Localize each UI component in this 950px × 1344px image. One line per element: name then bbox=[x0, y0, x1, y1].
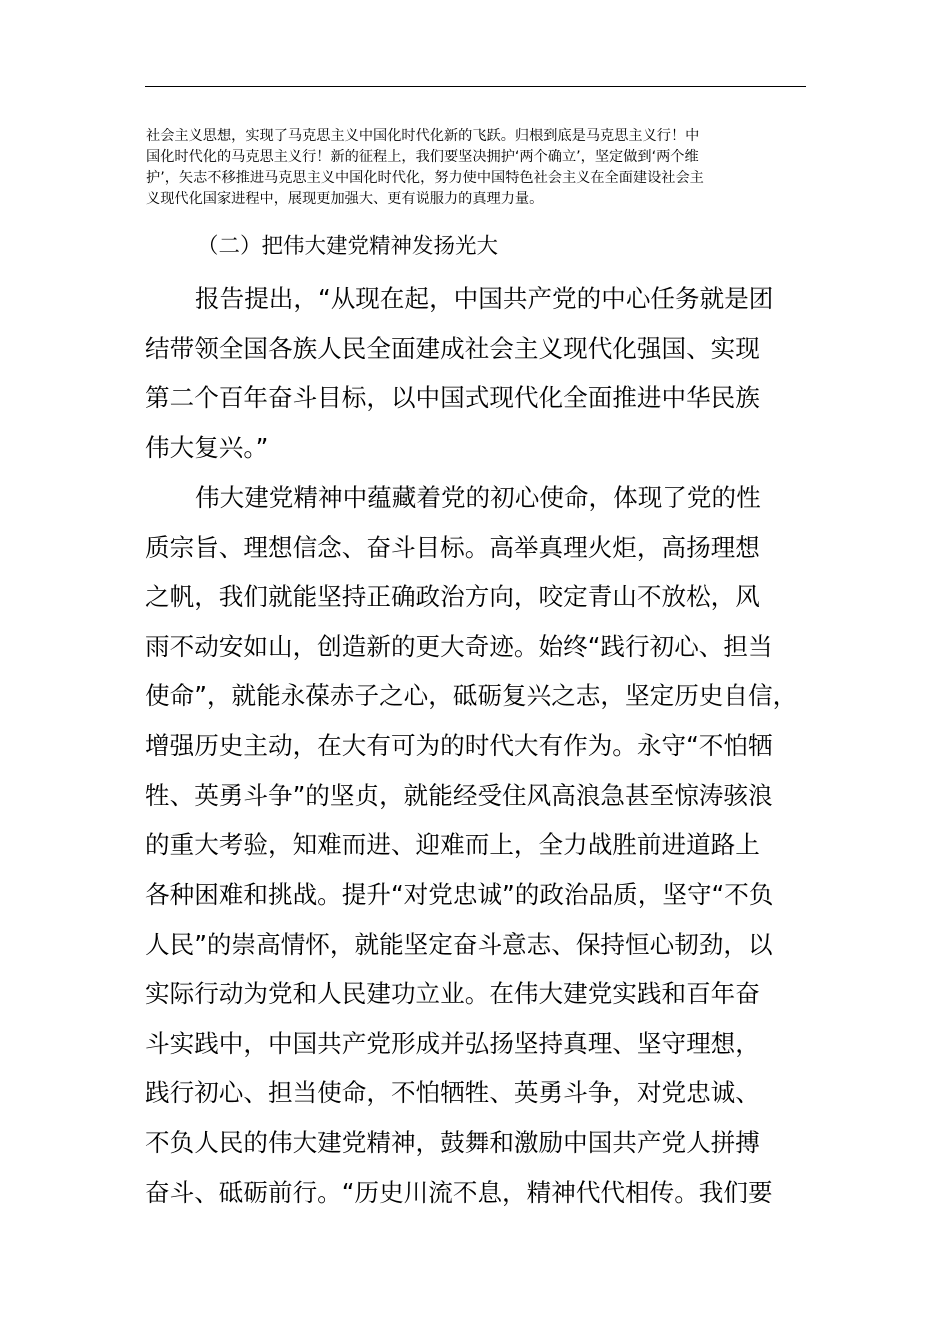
header-rule bbox=[145, 86, 806, 87]
paragraph-1-line: 结带领全国各族人民全面建成社会主义现代化强国、实现 bbox=[145, 334, 760, 363]
paragraph-2-line: 不负人民的伟大建党精神，鼓舞和激励中国共产党人拼搏 bbox=[145, 1128, 760, 1157]
paragraph-2-line: 使命”，就能永葆赤子之心，砥砺复兴之志，坚定历史自信， bbox=[145, 681, 798, 710]
paragraph-2-line: 雨不动安如山，创造新的更大奇迹。始终“践行初心、担当 bbox=[145, 632, 773, 661]
paragraph-1-line: 伟大复兴。” bbox=[145, 433, 269, 462]
text-line: 护’，矢志不移推进马克思主义中国化时代化，努力使中国特色社会主义在全面建设社会主 bbox=[146, 170, 704, 186]
paragraph-2-line: 奋斗、砥砺前行。“历史川流不息，精神代代相传。我们要 bbox=[145, 1178, 773, 1207]
text-line: 社会主义思想，实现了马克思主义中国化时代化新的飞跃。归根到底是马克思主义行！中 bbox=[146, 128, 700, 144]
text-line: 义现代化国家进程中，展现更加强大、更有说服力的真理力量。 bbox=[146, 191, 544, 207]
paragraph-2-line: 践行初心、担当使命，不怕牺牲、英勇斗争，对党忠诚、 bbox=[145, 1078, 760, 1107]
paragraph-1-line: 第二个百年奋斗目标，以中国式现代化全面推进中华民族 bbox=[145, 383, 760, 412]
paragraph-2-line: 人民”的崇高情怀，就能坚定奋斗意志、保持恒心韧劲，以 bbox=[145, 930, 773, 959]
paragraph-2-line: 伟大建党精神中蕴藏着党的初心使命，体现了党的性 bbox=[195, 483, 761, 512]
paragraph-2-line: 质宗旨、理想信念、奋斗目标。高举真理火炬，高扬理想 bbox=[145, 533, 760, 562]
paragraph-2-line: 的重大考验，知难而进、迎难而上，全力战胜前进道路上 bbox=[145, 830, 760, 859]
continued-paragraph bbox=[146, 126, 810, 210]
paragraph-2-line: 斗实践中，中国共产党形成并弘扬坚持真理、坚守理想， bbox=[145, 1029, 760, 1058]
paragraph-2-line: 增强历史主动，在大有可为的时代大有作为。永守“不怕牺 bbox=[145, 731, 773, 760]
paragraph-2-line: 各种困难和挑战。提升“对党忠诚”的政治品质，坚守“不负 bbox=[145, 880, 774, 909]
paragraph-1-line: 报告提出，“从现在起，中国共产党的中心任务就是团 bbox=[195, 284, 774, 313]
paragraph-2-line: 牲、英勇斗争”的坚贞，就能经受住风高浪急甚至惊涛骇浪 bbox=[145, 781, 773, 810]
section-heading: （二）把伟大建党精神发扬光大 bbox=[197, 234, 499, 259]
paragraph-2-line: 之帆，我们就能坚持正确政治方向，咬定青山不放松，风 bbox=[145, 582, 760, 611]
text-line: 国化时代化的马克思主义行！新的征程上，我们要坚决拥护‘两个确立’，坚定做到‘两个维 bbox=[146, 149, 699, 165]
paragraph-2-line: 实际行动为党和人民建功立业。在伟大建党实践和百年奋 bbox=[145, 979, 760, 1008]
